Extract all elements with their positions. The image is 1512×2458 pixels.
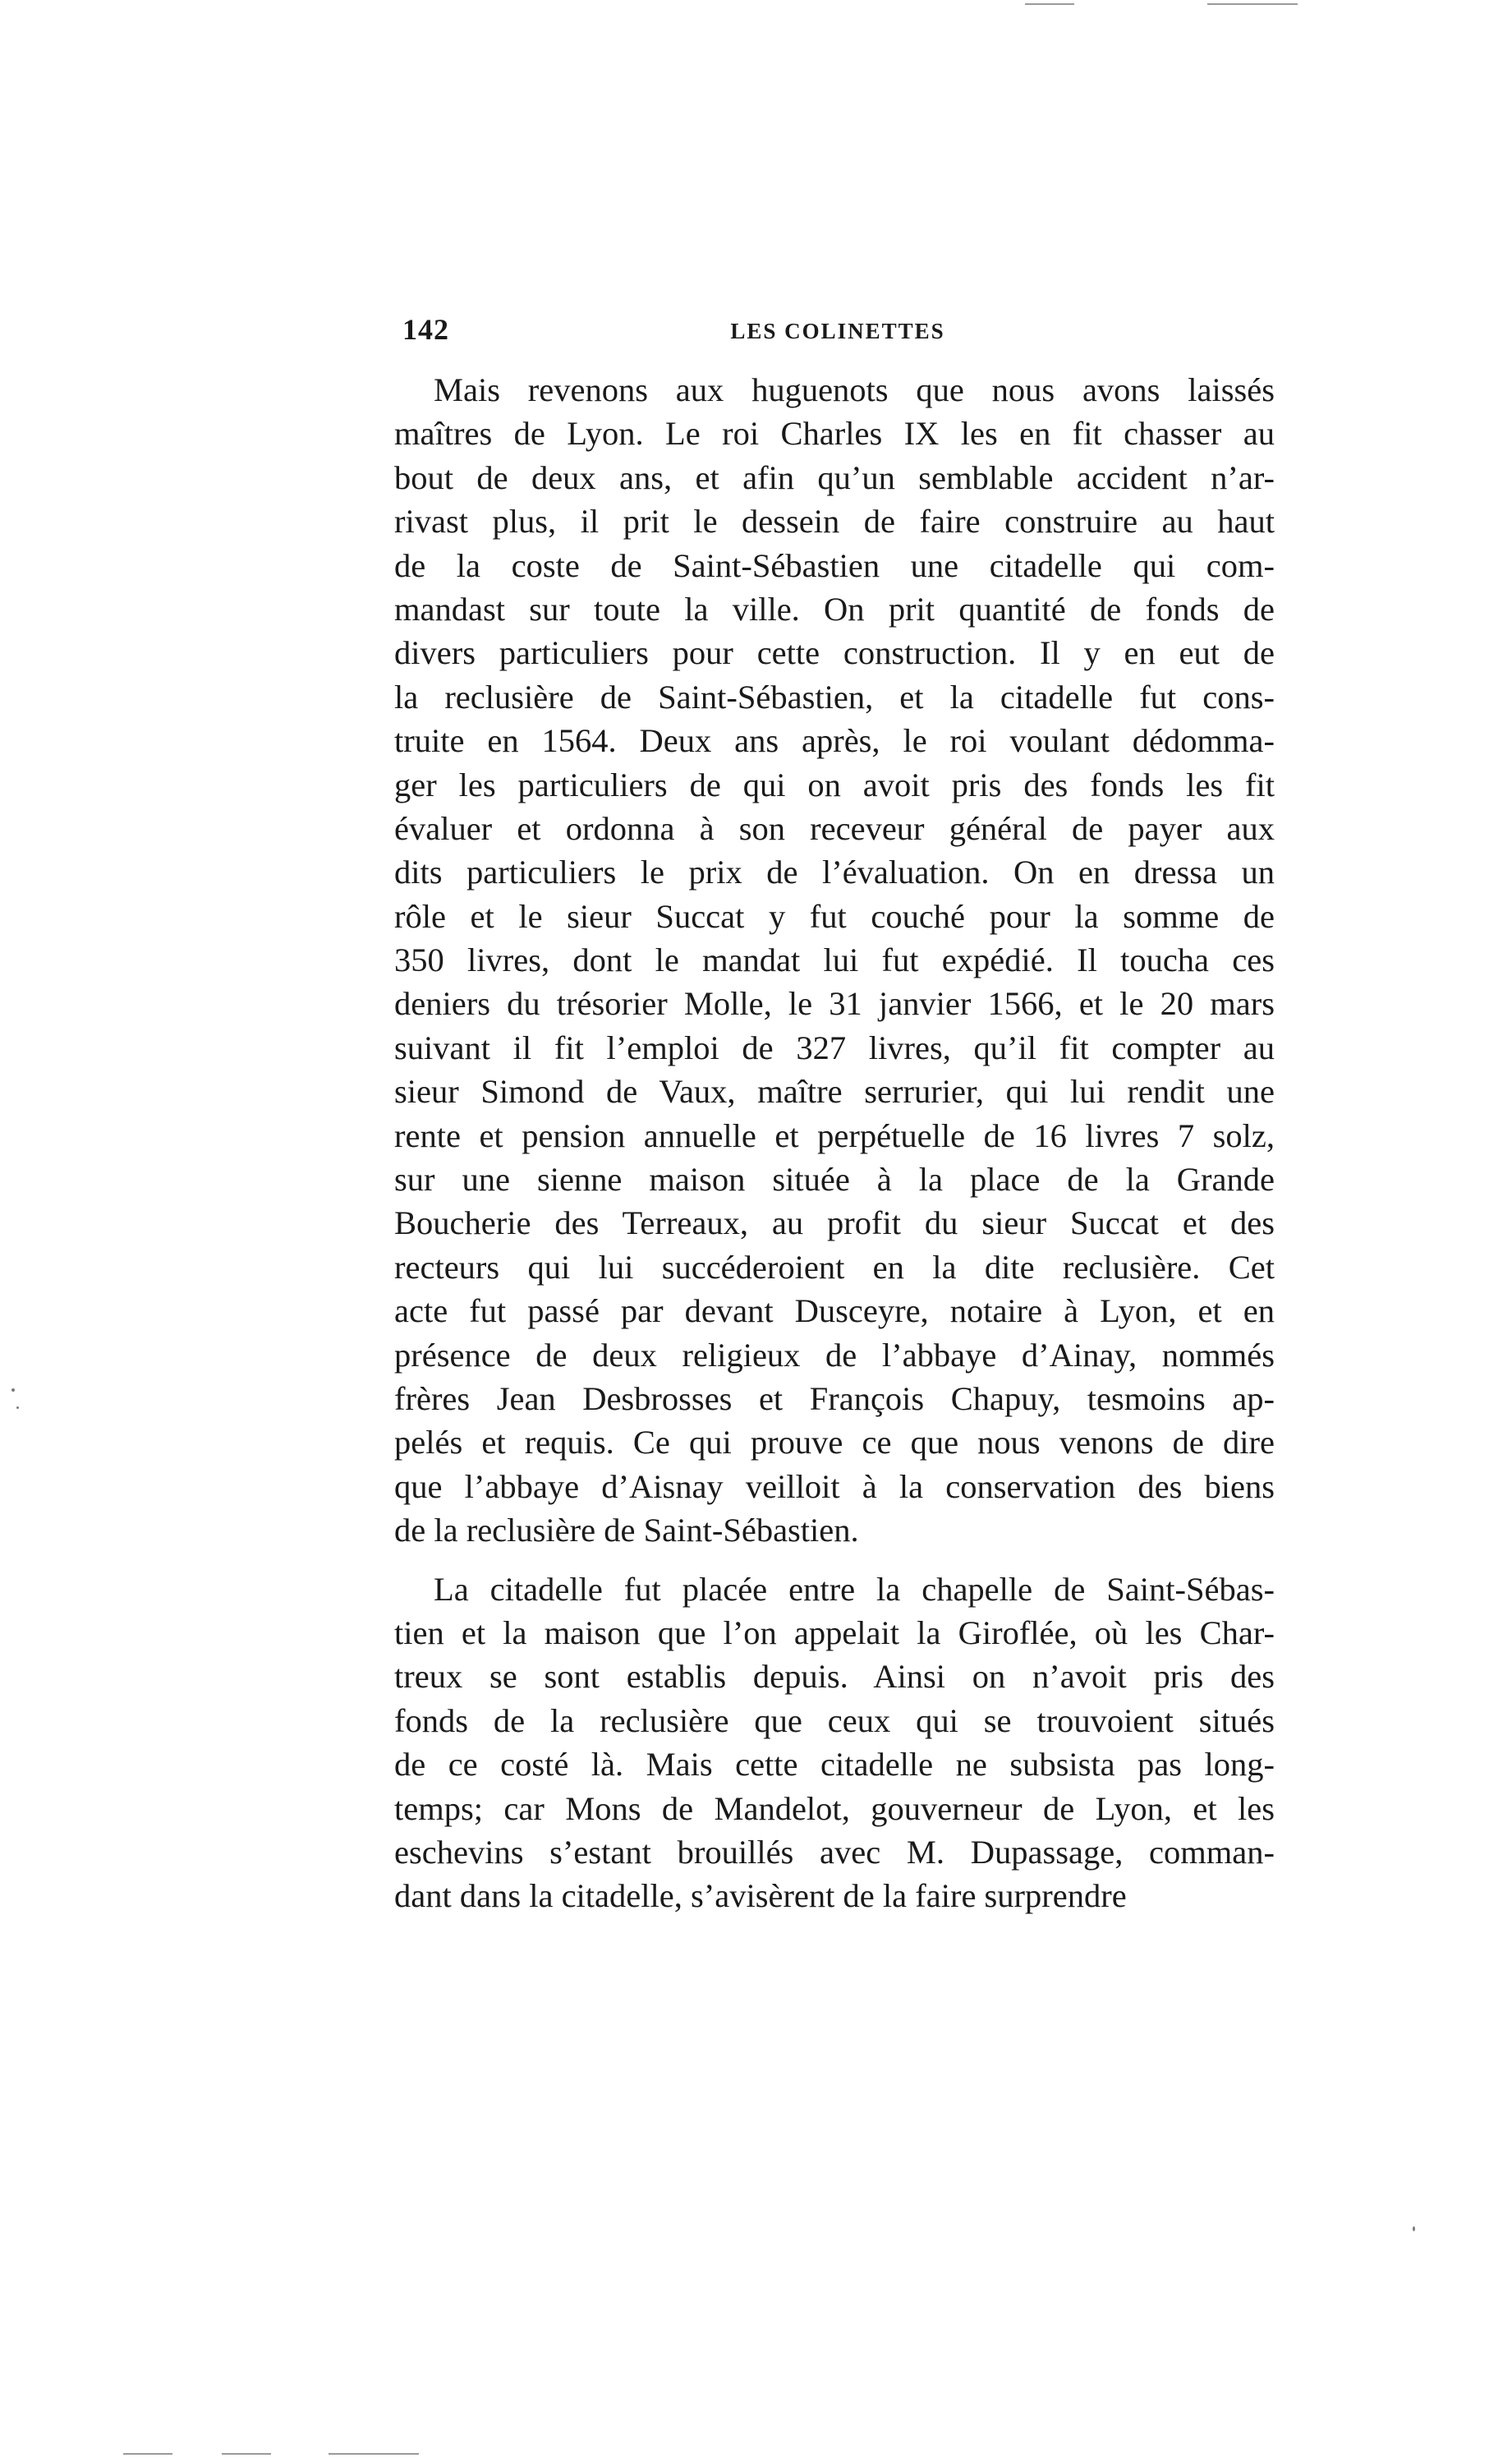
- text-line: rente et pension annuelle et perpétuelle de 16 livres 7 solz,: [394, 1116, 1275, 1154]
- text-line: dits particuliers le prix de l’évaluation. On en dressa un: [394, 854, 1275, 891]
- text-line: de la coste de Saint-Sébastien une citadelle qui com-: [394, 546, 1275, 584]
- paragraph: [394, 1567, 1275, 1918]
- text-line: mandast sur toute la ville. On prit quantité de fonds de: [394, 590, 1275, 628]
- bottom-edge-mark: [123, 2453, 172, 2455]
- text-line: deniers du trésorier Molle, le 31 janvier 1566, et le 20 mars: [394, 985, 1275, 1023]
- text-line: bout de deux ans, et afin qu’un semblable accident n’ar-: [394, 458, 1275, 496]
- bottom-edge-mark: [329, 2453, 419, 2455]
- text-line: tien et la maison que l’on appelait la Giroflée, où les Char-: [394, 1613, 1275, 1651]
- paragraph-gap: [394, 1553, 1275, 1567]
- text-line: sur une sienne maison située à la place de la Grande: [394, 1161, 1275, 1199]
- text-line: temps; car Mons de Mandelot, gouverneur de Lyon, et les: [394, 1789, 1275, 1827]
- running-title: LES COLINETTES: [730, 319, 945, 343]
- text-line: maîtres de Lyon. Le roi Charles IX les en fit chasser au: [394, 415, 1275, 453]
- margin-speck: [1413, 2226, 1415, 2231]
- text-line: divers particuliers pour cette construction. Il y en eut de: [394, 634, 1275, 672]
- margin-speck: [11, 1388, 15, 1392]
- text-line: fonds de la reclusière que ceux qui se trouvoient situés: [394, 1701, 1275, 1739]
- text-line: suivant il fit l’emploi de 327 livres, qu’il fit compter au: [394, 1029, 1275, 1066]
- text-line: truite en 1564. Deux ans après, le roi voulant dédomma-: [394, 722, 1275, 760]
- text-line: de ce costé là. Mais cette citadelle ne subsista pas long-: [394, 1746, 1275, 1784]
- text-line: que l’abbaye d’Aisnay veilloit à la conservation des biens: [394, 1467, 1275, 1505]
- text-line: ger les particuliers de qui on avoit pris des fonds les fit: [394, 766, 1275, 803]
- text-line: rôle et le sieur Succat y fut couché pour la somme de: [394, 897, 1275, 935]
- text-line: présence de deux religieux de l’abbaye d’Ainay, nommés: [394, 1336, 1275, 1374]
- text-line: rivast plus, il prit le dessein de faire construire au haut: [394, 503, 1275, 541]
- text-line: évaluer et ordonna à son receveur général de payer aux: [394, 809, 1275, 847]
- text-line: acte fut passé par devant Dusceyre, notaire à Lyon, et en: [394, 1292, 1275, 1330]
- text-line: la reclusière de Saint-Sébastien, et la citadelle fut cons-: [394, 678, 1275, 716]
- text-line: pelés et requis. Ce qui prouve ce que nous venons de dire: [394, 1424, 1275, 1461]
- body-text: [394, 368, 1275, 1918]
- text-line: treux se sont establis depuis. Ainsi on n’avoit pris des: [394, 1658, 1275, 1696]
- text-line: 350 livres, dont le mandat lui fut expédié. Il toucha ces: [394, 941, 1275, 979]
- text-line: sieur Simond de Vaux, maître serrurier, qui lui rendit une: [394, 1073, 1275, 1111]
- text-line: de la reclusière de Saint-Sébastien.: [394, 1512, 859, 1549]
- text-line: dant dans la citadelle, s’avisèrent de la faire surprendre: [394, 1877, 1127, 1915]
- paragraph: [394, 368, 1275, 1553]
- text-line: frères Jean Desbrosses et François Chapuy, tesmoins ap-: [394, 1379, 1275, 1417]
- bottom-edge-mark: [222, 2453, 271, 2455]
- text-line: eschevins s’estant brouillés avec M. Dupassage, comman-: [394, 1833, 1275, 1871]
- text-line: recteurs qui lui succéderoient en la dite reclusière. Cet: [394, 1248, 1275, 1286]
- top-edge-mark: [1025, 3, 1074, 5]
- text-line: Boucherie des Terreaux, au profit du sieur Succat et des: [394, 1204, 1275, 1242]
- running-head: [402, 312, 1273, 361]
- top-edge-mark: [1207, 3, 1298, 5]
- margin-speck: [16, 1406, 19, 1409]
- page-number: 142: [402, 313, 449, 346]
- text-line: La citadelle fut placée entre la chapelle de Saint-Sébas-: [434, 1570, 1275, 1608]
- text-line: Mais revenons aux huguenots que nous avons laissés: [434, 371, 1275, 408]
